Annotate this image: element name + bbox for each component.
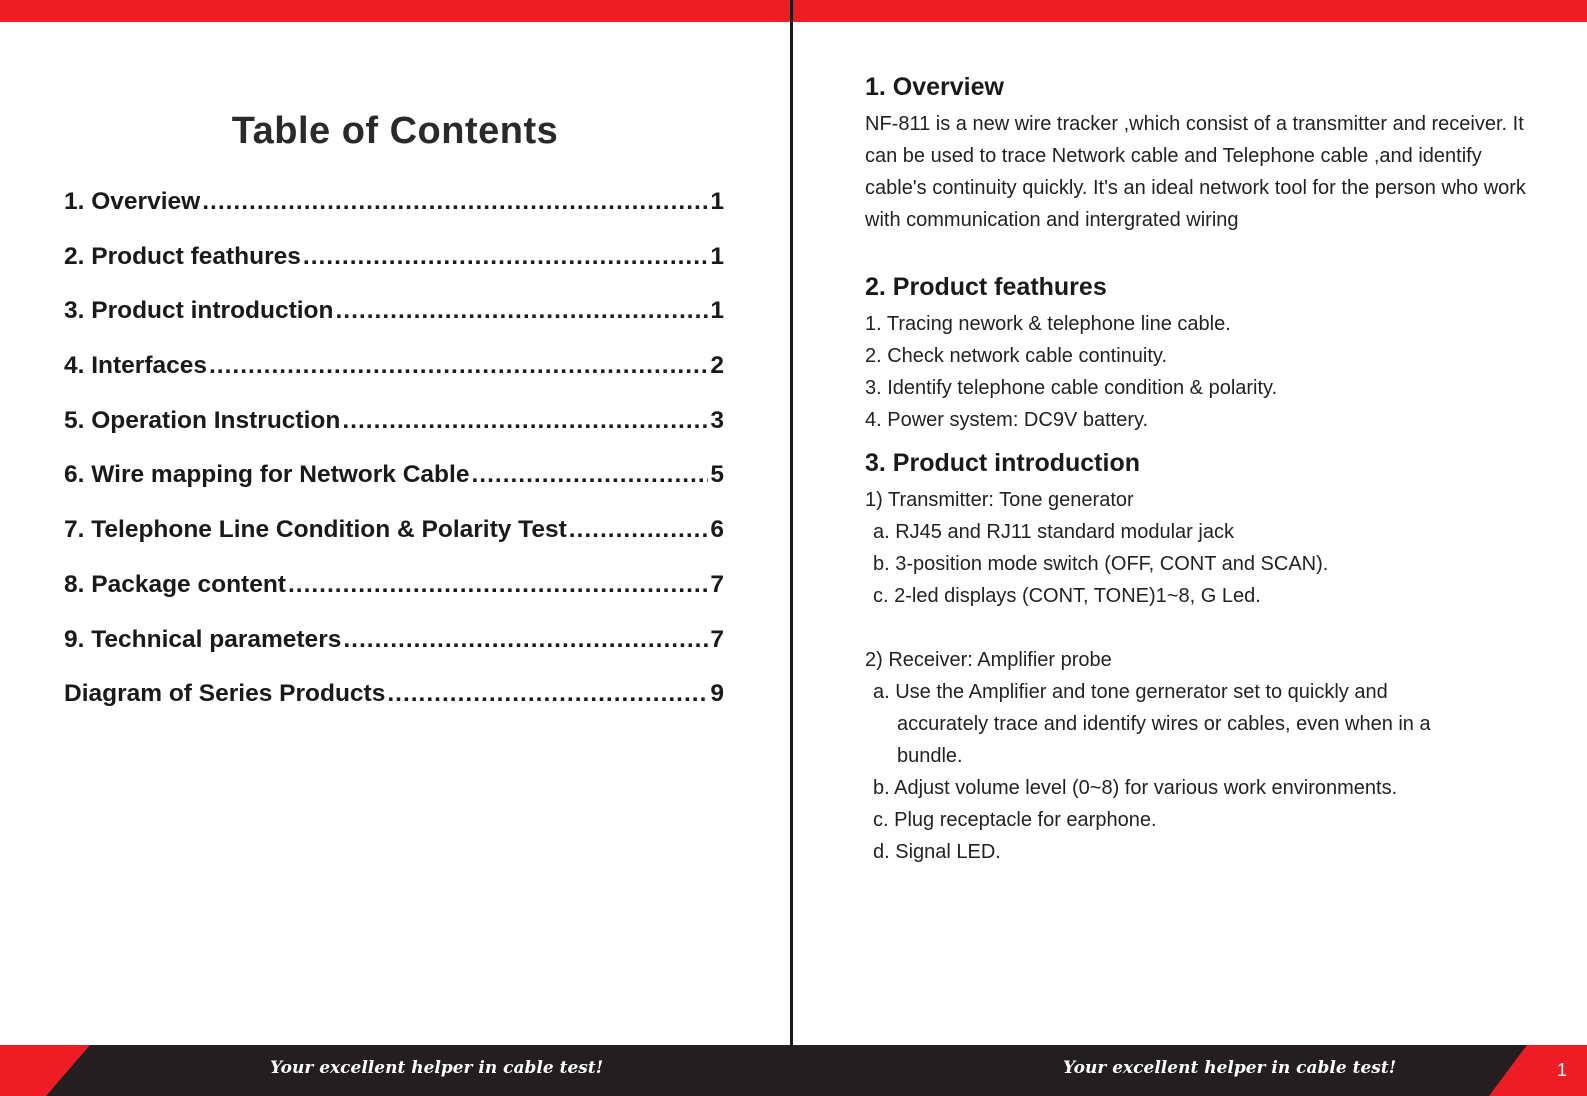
toc-item[interactable] <box>64 626 724 681</box>
toc-leader-dots <box>288 571 708 599</box>
footer-accent-left-slant <box>46 1045 90 1096</box>
toc-item-page: 2 <box>710 352 724 380</box>
toc-leader-dots <box>336 297 709 325</box>
list-item: b. Adjust volume level (0~8) for various work environments. <box>873 777 1398 799</box>
toc-item-label: 9. Technical parameters <box>64 625 342 653</box>
toc-item-label: 5. Operation Instruction <box>64 406 341 434</box>
toc-item[interactable] <box>64 571 724 626</box>
content-body <box>865 70 1545 868</box>
toc-item-label: 7. Telephone Line Condition & Polarity Test <box>64 516 567 544</box>
list-item: d. Signal LED. <box>873 841 1001 863</box>
receiver-item-a-line1: a. Use the Amplifier and tone gernerator set to quickly and <box>873 681 1388 703</box>
features-list <box>865 308 1545 436</box>
toc-item[interactable] <box>64 680 724 735</box>
list-item: c. 2-led displays (CONT, TONE)1~8, G Led. <box>873 585 1261 607</box>
toc-item[interactable] <box>64 188 724 243</box>
features-heading: 2. Product feathures <box>865 273 1107 301</box>
toc-item[interactable] <box>64 516 724 571</box>
list-item: b. 3-position mode switch (OFF, CONT and SCAN). <box>873 553 1329 575</box>
list-item: 2. Check network cable continuity. <box>865 345 1168 367</box>
list-item: 1. Tracing nework & telephone line cable. <box>865 313 1231 335</box>
toc-item-page: 6 <box>710 516 724 544</box>
toc-leader-dots <box>202 188 708 216</box>
toc-item-label: 8. Package content <box>64 570 286 598</box>
footer-accent-left <box>0 1045 46 1096</box>
overview-text: NF-811 is a new wire tracker ,which consist of a transmitter and receiver. It can be used to trace Network cable and Telephone cable ,and identify cable's continuity quickly. It's an ideal network tool for the person who work with communication and intergrated wiring <box>865 113 1526 231</box>
receiver-item-a-line3: bundle. <box>897 745 963 767</box>
toc-item-page: 3 <box>710 406 724 434</box>
receiver-title: 2) Receiver: Amplifier probe <box>865 649 1112 671</box>
toc-item-page: 7 <box>710 625 724 653</box>
introduction-heading: 3. Product introduction <box>865 449 1140 477</box>
toc-leader-dots <box>387 680 708 708</box>
toc-item-label: Diagram of Series Products <box>64 680 386 708</box>
footer-accent-right-slant <box>1489 1045 1527 1096</box>
toc-leader-dots <box>569 516 709 544</box>
toc-list <box>64 188 724 735</box>
toc-item-label: 1. Overview <box>64 188 201 215</box>
toc-item-label: 3. Product introduction <box>64 297 334 325</box>
receiver-list <box>865 644 1545 868</box>
page-number: 1 <box>1556 1060 1567 1080</box>
content-page <box>793 22 1587 1045</box>
toc-item-page: 5 <box>710 461 724 489</box>
toc-item-page: 1 <box>710 188 724 215</box>
toc-leader-dots <box>471 461 708 489</box>
toc-leader-dots <box>342 407 708 435</box>
list-item: 3. Identify telephone cable condition & polarity. <box>865 377 1278 399</box>
toc-item-page: 1 <box>710 297 724 325</box>
footer-tagline-right: Your excellent helper in cable test! <box>1063 1058 1397 1078</box>
list-item: c. Plug receptacle for earphone. <box>873 809 1157 831</box>
toc-item-label: 2. Product feathures <box>64 242 301 270</box>
toc-leader-dots <box>209 352 708 380</box>
toc-item-page: 1 <box>710 242 724 270</box>
top-accent-bar <box>0 0 1587 22</box>
toc-item-page: 9 <box>710 680 724 708</box>
toc-item[interactable] <box>64 243 724 298</box>
footer-bar <box>0 1045 1587 1096</box>
transmitter-list <box>865 484 1545 612</box>
toc-item[interactable] <box>64 461 724 516</box>
toc-item-label: 6. Wire mapping for Network Cable <box>64 461 470 489</box>
toc-item[interactable] <box>64 352 724 407</box>
toc-item[interactable] <box>64 407 724 462</box>
transmitter-title: 1) Transmitter: Tone generator <box>865 489 1134 511</box>
toc-item[interactable] <box>64 297 724 352</box>
toc-item-page: 7 <box>710 570 724 598</box>
toc-item-label: 4. Interfaces <box>64 352 207 380</box>
toc-leader-dots <box>343 626 708 654</box>
overview-heading: 1. Overview <box>865 73 1004 101</box>
toc-leader-dots <box>303 243 708 271</box>
list-item <box>865 676 1545 772</box>
list-item: a. RJ45 and RJ11 standard modular jack <box>873 521 1234 543</box>
toc-page <box>0 22 790 1045</box>
toc-title: Table of Contents <box>231 110 559 152</box>
list-item: 4. Power system: DC9V battery. <box>865 409 1149 431</box>
receiver-item-a-line2: accurately trace and identify wires or cables, even when in a <box>897 713 1431 735</box>
footer-tagline-left: Your excellent helper in cable test! <box>270 1058 604 1078</box>
